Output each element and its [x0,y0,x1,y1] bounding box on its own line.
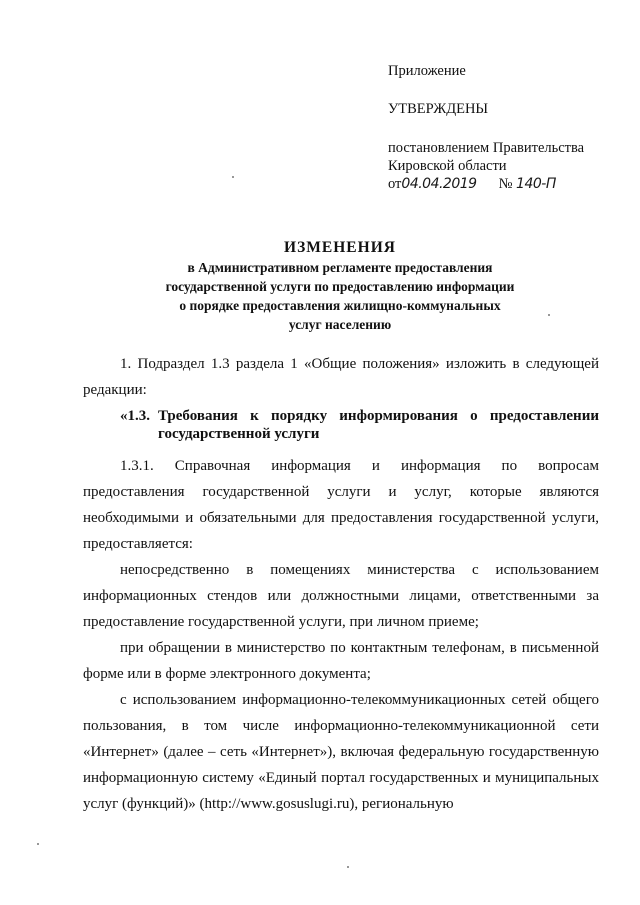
title-line: государственной услуги по предоставлению информации [165,279,515,294]
title-line: в Административном регламенте предоставления [187,260,493,275]
handwritten-date: 04.04.2019 [401,176,477,192]
resolution-line-2: Кировской области [388,158,507,174]
document-body [83,351,599,817]
scan-speck [232,176,234,178]
approved-label: УТВЕРЖДЕНЫ [388,101,489,117]
paragraph: при обращении в министерство по контактным телефонам, в письменной форме или в форме электронного документа; [83,640,599,682]
scan-speck [347,866,349,868]
title-line: о порядке предоставления жилищно-коммунальных [179,298,501,313]
paragraph: непосредственно в помещениях министерства с использованием информационных стендов или должностными лицами, ответственными за предоставление государственной услуги, при личном приеме; [83,562,599,630]
document-title [90,238,590,334]
date-number-line [388,175,584,193]
resolution-line-1: постановлением Правительства [388,140,585,156]
section-number: «1.3. [120,408,150,424]
number-prefix: № [498,176,513,192]
paragraph: с использованием информационно-телекоммуникационных сетей общего пользования, в том числе информационно-телекоммуникационной сети «Интернет» (далее – сеть «Интернет»), включая федеральную государственную информационную систему «Единый портал государственных и муниципальных услуг (функций)» (http://www.gosuslugi.ru), региональную [83,692,599,812]
title-line: услуг населению [288,317,392,332]
approval-header [388,62,584,193]
handwritten-number: 140-П [516,176,556,192]
date-prefix: от [388,176,402,192]
appendix-label: Приложение [388,63,466,79]
section-heading [120,407,599,443]
paragraph-item-1: 1. Подраздел 1.3 раздела 1 «Общие положения» изложить в следующей редакции: [83,356,599,398]
section-title: Требования к порядку информирования о предоставлении государственной услуги [158,408,599,442]
scan-speck [37,843,39,845]
title-main: ИЗМЕНЕНИЯ [284,239,396,256]
paragraph: 1.3.1. Справочная информация и информация по вопросам предоставления государственной услуги и услуг, которые являются необходимыми и обязательными для предоставления государственной услуги, предоставляется: [83,458,599,552]
scan-speck [548,314,550,316]
